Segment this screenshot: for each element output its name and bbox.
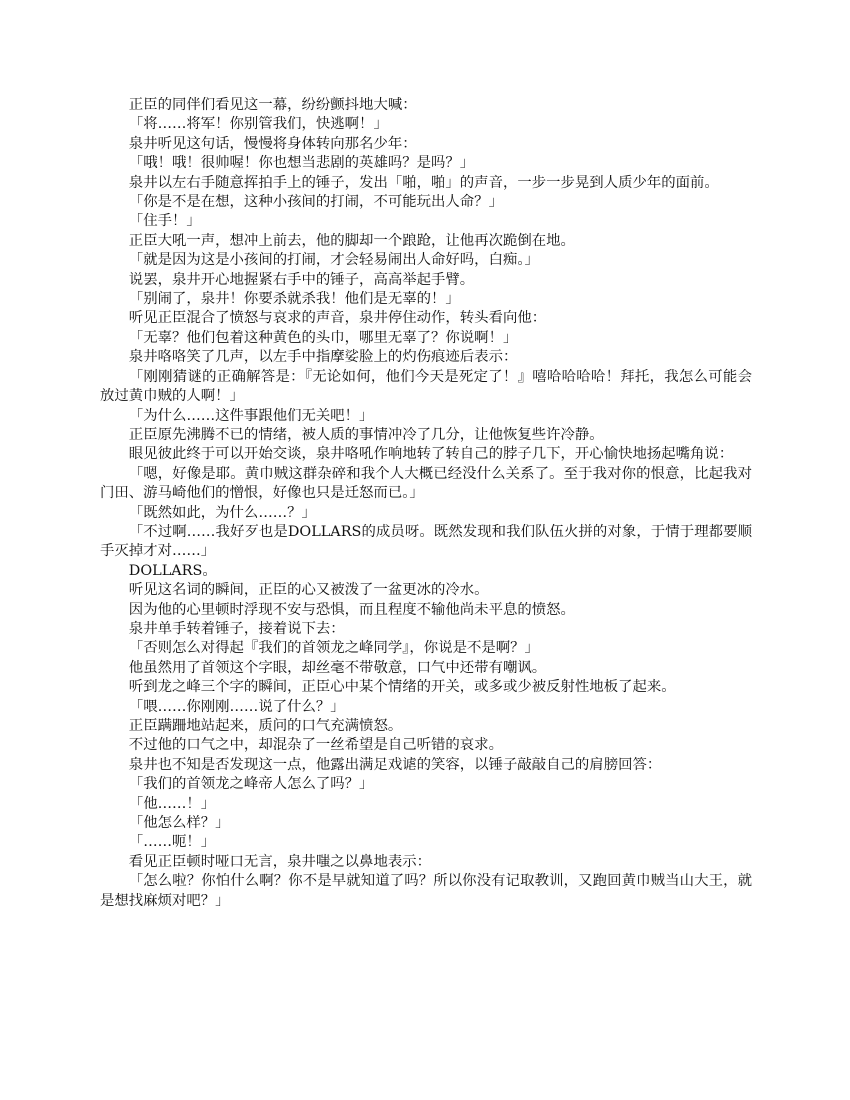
paragraph: 「为什么……这件事跟他们无关吧！」	[128, 407, 374, 424]
paragraph: 眼见彼此终于可以开始交谈，泉井咯吼作响地转了转自己的脖子几下，开心愉快地扬起嘴角说：	[128, 446, 734, 463]
paragraph: 听到龙之峰三个字的瞬间，正臣心中某个情绪的开关，或多或少被反射性地板了起来。	[128, 679, 676, 696]
paragraph: 不过他的口气之中，却混杂了一丝希望是自己听错的哀求。	[128, 737, 503, 754]
paragraph: 「你是不是在想，这种小孩间的打闹，不可能玩出人命？」	[128, 194, 503, 211]
paragraph: 「怎么啦？你怕什么啊？你不是早就知道了吗？所以你没有记取教训，又跑回黄巾贼当山大王，就是想找麻烦对吧？」	[100, 873, 752, 909]
paragraph: 正臣蹒跚地站起来，质问的口气充满愤怒。	[128, 718, 403, 734]
paragraph: 听见正臣混合了愤怒与哀求的声音，泉井停住动作，转头看向他：	[128, 310, 547, 327]
paragraph: 正臣的同伴们看见这一幕，纷纷颤抖地大喊：	[128, 97, 417, 113]
paragraph: 泉井也不知是否发现这一点，他露出满足戏谑的笑容，以锤子敲敲自己的肩膀回答：	[128, 756, 662, 773]
paragraph: 听见这名词的瞬间，正臣的心又被泼了一盆更冰的冷水。	[128, 582, 489, 599]
paragraph: 看见正臣顿时哑口无言，泉井嗤之以鼻地表示：	[128, 853, 432, 870]
paragraph: 正臣大吼一声，想冲上前去，他的脚却一个踉跄，让他再次跪倒在地。	[128, 232, 575, 249]
paragraph: 「刚刚猜谜的正确解答是：『无论如何，他们今天是死定了！』嘻哈哈哈哈！拜托，我怎么可能会放过黄巾贼的人啊！」	[100, 368, 752, 405]
paragraph: 因为他的心里顿时浮现不安与恐惧，而且程度不输他尚未平息的愤怒。	[128, 601, 575, 618]
paragraph: 「住手！」	[128, 213, 201, 230]
paragraph: 「无辜？他们包着这种黄色的头巾，哪里无辜了？你说啊！」	[128, 329, 518, 346]
paragraph: 「嗯，好像是耶。黄巾贼这群杂碎和我个人大概已经没什么关系了。至于我对你的恨意，比起我对门田、游马崎他们的憎恨，好像也只是迁怒而已。」	[100, 465, 752, 502]
paragraph: 说罢，泉井开心地握紧右手中的锤子，高高举起手臂。	[128, 271, 475, 288]
paragraph: 「不过啊……我好歹也是DOLLARS的成员呀。既然发现和我们队伍火拼的对象，于情于理都要顺手灭掉才对……」	[100, 523, 752, 560]
paragraph: 「他怎么样？」	[128, 815, 230, 832]
paragraph: 「他……！」	[128, 795, 216, 812]
paragraph: 「喂……你刚刚……说了什么？」	[128, 698, 345, 715]
paragraph: 他虽然用了首领这个字眼，却丝毫不带敬意，口气中还带有嘲讽。	[128, 659, 547, 676]
paragraph: 泉井以左右手随意挥拍手上的锤子，发出「啪，啪」的声音，一步一步晃到人质少年的面前。	[128, 174, 719, 191]
document-page	[100, 96, 752, 911]
paragraph: 泉井单手转着锤子，接着说下去：	[128, 620, 345, 637]
paragraph: 「既然如此，为什么……？」	[128, 504, 316, 521]
paragraph: 「否则怎么对得起『我们的首领龙之峰同学』，你说是不是啊？」	[128, 640, 539, 657]
paragraph: 正臣原先沸腾不已的情绪，被人质的事情冲冷了几分，让他恢复些许冷静。	[128, 426, 604, 443]
paragraph: 「就是因为这是小孩间的打闹，才会轻易闹出人命好吗，白痴。」	[128, 252, 539, 269]
paragraph: 「哦！哦！很帅喔！你也想当悲剧的英雄吗？是吗？」	[128, 155, 475, 172]
paragraph: 泉井咯咯笑了几声，以左手中指摩娑脸上的灼伤痕迹后表示：	[128, 349, 518, 366]
paragraph: 「将……将军！你别管我们，快逃啊！」	[128, 116, 388, 133]
paragraph: 「我们的首领龙之峰帝人怎么了吗？」	[128, 776, 374, 793]
paragraph: 泉井听见这句话，慢慢将身体转向那名少年：	[128, 135, 417, 152]
paragraph: 「别闹了，泉井！你要杀就杀我！他们是无辜的！」	[128, 291, 460, 308]
paragraph: 「……呃！」	[128, 834, 216, 851]
paragraph: DOLLARS。	[128, 562, 217, 579]
